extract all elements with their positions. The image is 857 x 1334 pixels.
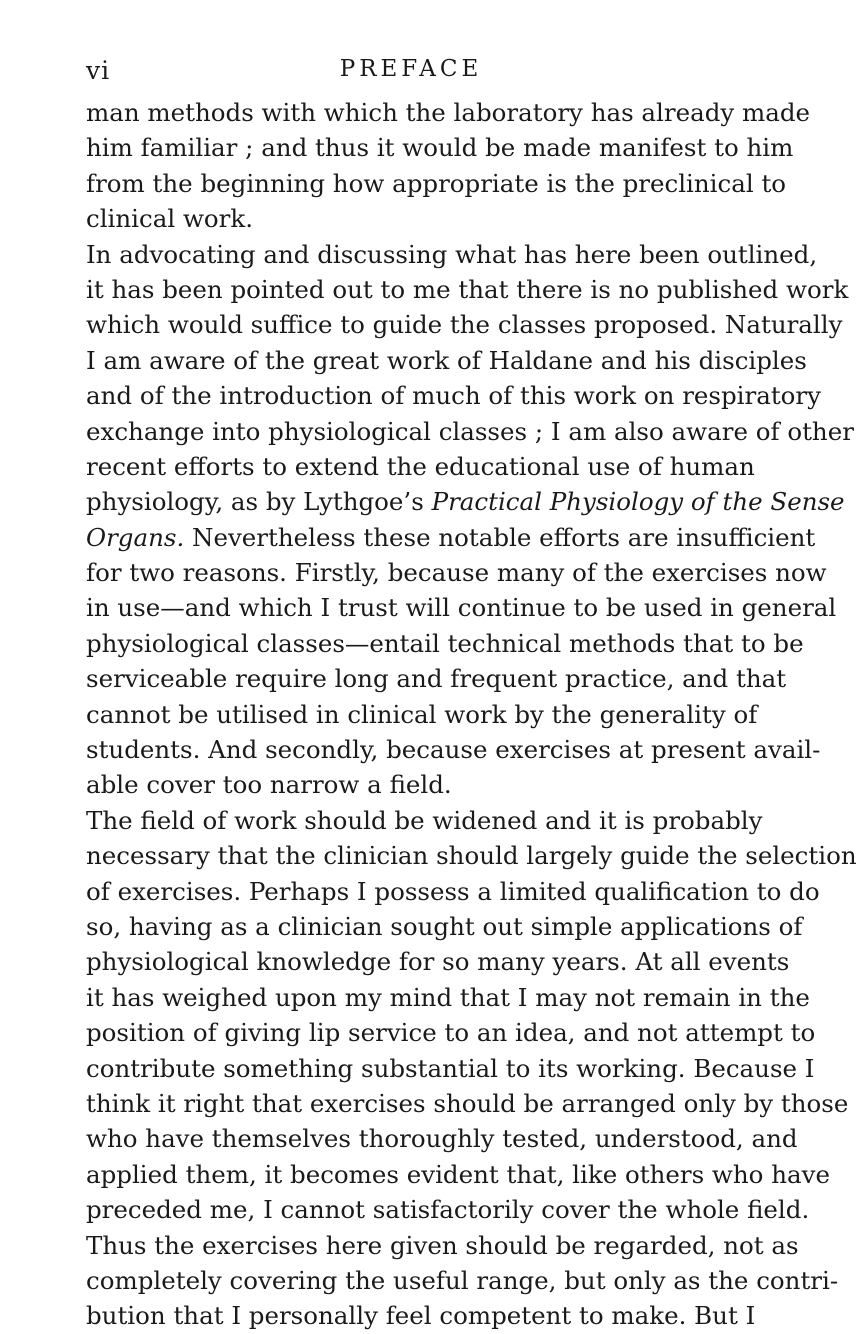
text-line: of exercises. Perhaps I possess a limited qualification to do	[86, 876, 820, 906]
text-line: so, having as a clinician sought out simple applications of	[86, 911, 803, 941]
text-line: cannot be utilised in clinical work by the generality of	[86, 699, 758, 729]
text-line: it has been pointed out to me that there is no published work	[86, 274, 849, 304]
text-line: him familiar ; and thus it would be made manifest to him	[86, 133, 794, 163]
text-line: I am aware of the great work of Haldane and his disciples	[86, 345, 807, 375]
text-line: physiological knowledge for so many years. At all events	[86, 947, 790, 977]
text-line: which would suffice to guide the classes proposed. Naturally	[86, 310, 843, 340]
text-line: In advocating and discussing what has here been outlined,	[86, 239, 818, 269]
text-segment: physiology, as by Lythgoe’s	[86, 487, 424, 517]
text-line: who have themselves thoroughly tested, understood, and	[86, 1124, 798, 1154]
page-number: vi	[86, 56, 111, 85]
text-segment: Nevertheless these notable efforts are insufficient	[192, 522, 816, 552]
text-line: clinical work.	[86, 204, 254, 234]
text-line: physiological classes—entail technical methods that to be	[86, 628, 804, 658]
page-heading: PREFACE	[339, 56, 483, 82]
text-line: think it right that exercises should be arranged only by those	[86, 1088, 849, 1118]
text-line: it has weighed upon my mind that I may not remain in the	[86, 982, 810, 1012]
text-line	[86, 520, 816, 555]
text-line: and of the introduction of much of this work on respiratory	[86, 381, 821, 411]
text-line: students. And secondly, because exercises at present avail-	[86, 735, 821, 765]
book-title: Practical Physiology of the Sense	[431, 487, 845, 517]
text-line: exchange into physiological classes ; I am also aware of other	[86, 416, 854, 446]
body-text	[86, 95, 857, 1334]
text-line: man methods with which the laboratory has already made	[86, 98, 811, 127]
text-line: position of giving lip service to an idea, and not attempt to	[86, 1018, 816, 1048]
text-line: The field of work should be widened and it is probably	[86, 805, 763, 835]
text-line: completely covering the useful range, but only as the contri-	[86, 1265, 839, 1295]
text-line: necessary that the clinician should largely guide the selection	[86, 841, 857, 871]
text-line: from the beginning how appropriate is the preclinical to	[86, 168, 787, 198]
text-line: serviceable require long and frequent practice, and that	[86, 664, 787, 694]
text-line: contribute something substantial to its working. Because I	[86, 1053, 815, 1083]
text-line: applied them, it becomes evident that, like others who have	[86, 1159, 830, 1189]
running-head	[86, 56, 736, 96]
text-line: Thus the exercises here given should be regarded, not as	[86, 1230, 799, 1260]
text-line: for two reasons. Firstly, because many of the exercises now	[86, 558, 827, 588]
text-line: able cover too narrow a field.	[86, 770, 452, 800]
text-line	[86, 484, 845, 519]
text-line: preceded me, I cannot satisfactorily cover the whole field.	[86, 1195, 810, 1225]
book-title-continued: Organs.	[86, 522, 185, 552]
text-line: bution that I personally feel competent to make. But I	[86, 1301, 756, 1331]
text-line: in use—and which I trust will continue to be used in general	[86, 593, 837, 623]
text-line: recent efforts to extend the educational use of human	[86, 451, 755, 481]
